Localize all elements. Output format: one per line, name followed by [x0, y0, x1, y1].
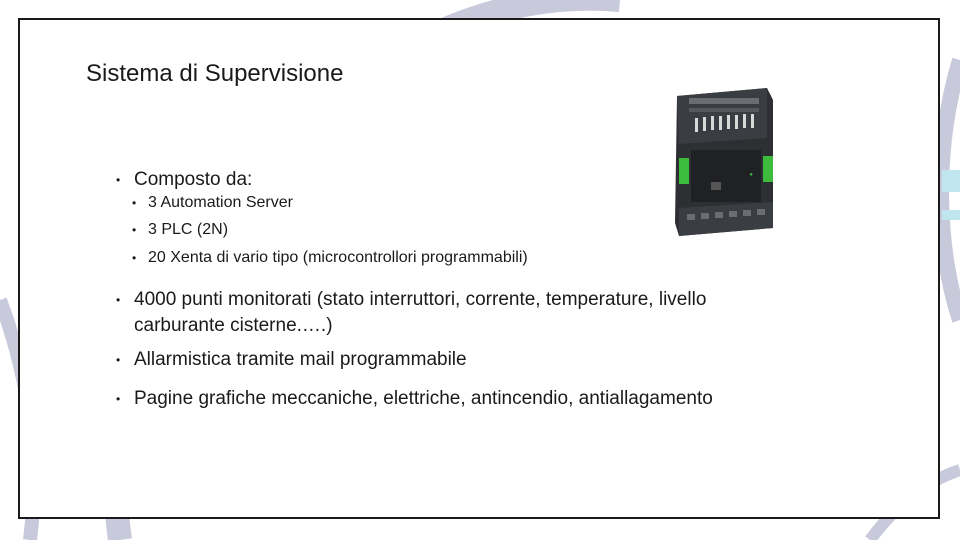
sub-bullet-item — [132, 219, 228, 241]
bullet-icon: • — [132, 251, 137, 265]
bullet-item — [116, 287, 794, 339]
bullet-text: Pagine grafiche meccaniche, elettriche, antincendio, antiallagamento — [134, 388, 713, 409]
bullet-icon: • — [116, 293, 121, 307]
sub-bullet-item — [132, 192, 293, 214]
bullet-icon: • — [116, 392, 121, 406]
bullet-text: Composto da: — [134, 169, 253, 190]
bullet-item — [116, 386, 794, 412]
sub-bullet-text: 3 PLC (2N) — [148, 221, 229, 238]
automation-server-device-image — [655, 78, 785, 248]
bullet-list — [20, 20, 938, 517]
bullet-text: Allarmistica tramite mail programmabile — [134, 349, 467, 370]
bullet-icon: • — [116, 173, 121, 187]
slide-title: Sistema di Supervisione — [86, 60, 344, 87]
bullet-icon: • — [132, 196, 137, 210]
bullet-text: 4000 punti monitorati (stato interruttori, corrente, temperature, livello carburante cisterne.….) — [134, 289, 707, 336]
sub-bullet-item — [132, 247, 528, 269]
bullet-icon: • — [116, 353, 121, 367]
slide-frame — [18, 18, 940, 519]
svg-text:●: ● — [749, 172, 753, 178]
bullet-icon: • — [132, 223, 137, 237]
bullet-item — [116, 347, 794, 373]
sub-bullet-text: 3 Automation Server — [148, 194, 293, 211]
sub-bullet-text: 20 Xenta di vario tipo (microcontrollori programmabili) — [148, 249, 528, 266]
